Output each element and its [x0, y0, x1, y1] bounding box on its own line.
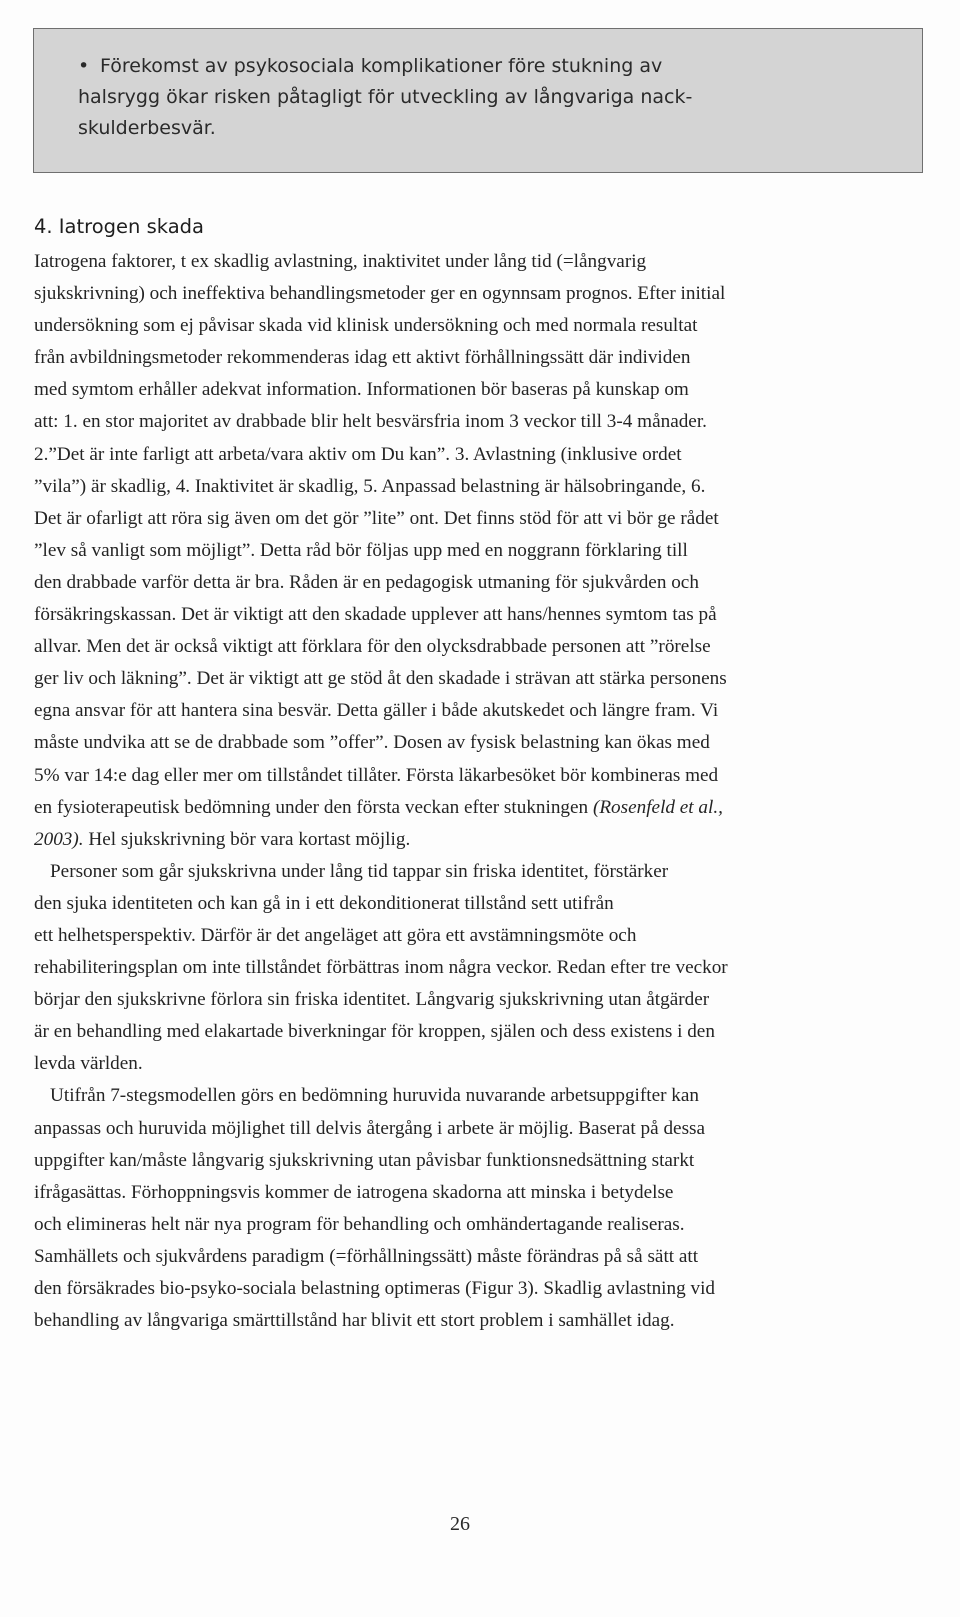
text-line: är en behandling med elakartade biverkningar för kroppen, själen och dess existens i den	[34, 1021, 715, 1043]
body-text	[34, 246, 934, 1337]
text-line: den försäkrades bio-psyko-sociala belastning optimeras (Figur 3). Skadlig avlastning vid	[34, 1278, 716, 1299]
text-line: försäkringskassan. Det är viktigt att den skadade upplever att hans/hennes symtom tas på	[34, 604, 717, 626]
text-line: att: 1. en stor majoritet av drabbade blir helt besvärsfria inom 3 veckor till 3-4 månader.	[34, 411, 707, 433]
text-line: den drabbade varför detta är bra. Råden är en pedagogisk utmaning för sjukvården och	[34, 571, 699, 593]
text-line: med symtom erhåller adekvat information. Informationen bör baseras på kunskap om	[34, 379, 689, 401]
page-number: 26	[450, 1513, 470, 1535]
text-line: sjukskrivning) och ineffektiva behandlingsmetoder ger en ogynnsam prognos. Efter initial	[34, 283, 726, 305]
section-heading: 4. Iatrogen skada	[34, 215, 204, 238]
callout-line: skulderbesvär.	[78, 117, 216, 139]
text-line: allvar. Men det är också viktigt att förklara för den olycksdrabbade personen att ”rörelse	[34, 636, 711, 658]
text-line: 2.”Det är inte farligt att arbeta/vara aktiv om Du kan”. 3. Avlastning (inklusive ordet	[34, 443, 682, 465]
text-line: ”vila”) är skadlig, 4. Inaktivitet är skadlig, 5. Anpassad belastning är hälsobringande, 6.	[34, 475, 706, 497]
text-line: levda världen.	[34, 1053, 143, 1075]
callout-line: • Förekomst av psykosociala komplikationer före stukning av	[78, 51, 892, 82]
text-line: behandling av långvariga smärttillstånd har blivit ett stort problem i samhället idag.	[34, 1310, 675, 1332]
text-line: en fysioterapeutisk bedömning under den första veckan efter stukningen (Rosenfeld et al.,	[34, 796, 723, 818]
text-line: ger liv och läkning”. Det är viktigt att ge stöd åt den skadade i strävan att stärka personens	[34, 668, 727, 690]
text-line: rehabiliteringsplan om inte tillståndet förbättras inom några veckor. Redan efter tre veckor	[34, 957, 728, 979]
text-line: ifrågasättas. Förhoppningsvis kommer de iatrogena skadorna att minska i betydelse	[34, 1181, 674, 1203]
text-line: anpassas och huruvida möjlighet till delvis återgång i arbete är möjlig. Baserat på dessa	[34, 1117, 706, 1139]
text-line: ett helhetsperspektiv. Därför är det angeläget att göra ett avstämningsmöte och	[34, 924, 637, 946]
text-line: egna ansvar för att hantera sina besvär. Detta gäller i både akutskedet och längre fram. Vi	[34, 700, 719, 722]
text-line: och elimineras helt när nya program för behandling och omhändertagande realiseras.	[34, 1213, 685, 1235]
text-line: Samhällets och sjukvårdens paradigm (=förhållningssätt) måste förändras på så sätt att	[34, 1245, 699, 1267]
text-line: uppgifter kan/måste långvarig sjukskrivning utan påvisbar funktionsnedsättning starkt	[34, 1149, 695, 1171]
paragraph-first-line: Personer som går sjukskrivna under lång tid tappar sin friska identitet, förstärker	[50, 860, 669, 882]
text-line: undersökning som ej påvisar skada vid klinisk undersökning och med normala resultat	[34, 315, 698, 337]
text-line: börjar den sjukskrivne förlora sin friska identitet. Långvarig sjukskrivning utan åtgärder	[34, 989, 710, 1011]
bullet-icon: •	[78, 55, 90, 77]
text-line: 5% var 14:e dag eller mer om tillståndet tillåter. Första läkarbesöket bör kombineras med	[34, 764, 719, 786]
text-line: den sjuka identiteten och kan gå in i ett dekonditionerat tillstånd sett utifrån	[34, 892, 614, 914]
citation-year: 2003).	[34, 828, 84, 850]
text-line: måste undvika att se de drabbade som ”offer”. Dosen av fysisk belastning kan ökas med	[34, 732, 710, 754]
callout-line: halsrygg ökar risken påtagligt för utveckling av långvariga nack-	[78, 86, 693, 108]
text-line: från avbildningsmetoder rekommenderas idag ett aktivt förhållningssätt där individen	[34, 347, 691, 369]
text-line: Det är ofarligt att röra sig även om det gör ”lite” ont. Det finns stöd för att vi bör ge rådet	[34, 507, 719, 529]
text-line: 2003). Hel sjukskrivning bör vara kortast möjlig.	[34, 828, 411, 850]
summary-callout-box	[33, 28, 923, 173]
text-line: ”lev så vanligt som möjligt”. Detta råd bör följas upp med en noggrann förklaring till	[34, 539, 688, 561]
citation: (Rosenfeld et al.,	[592, 796, 723, 818]
paragraph-first-line: Utifrån 7-stegsmodellen görs en bedömning huruvida nuvarande arbetsuppgifter kan	[50, 1085, 699, 1107]
text-line: Iatrogena faktorer, t ex skadlig avlastning, inaktivitet under lång tid (=långvarig	[34, 251, 647, 272]
